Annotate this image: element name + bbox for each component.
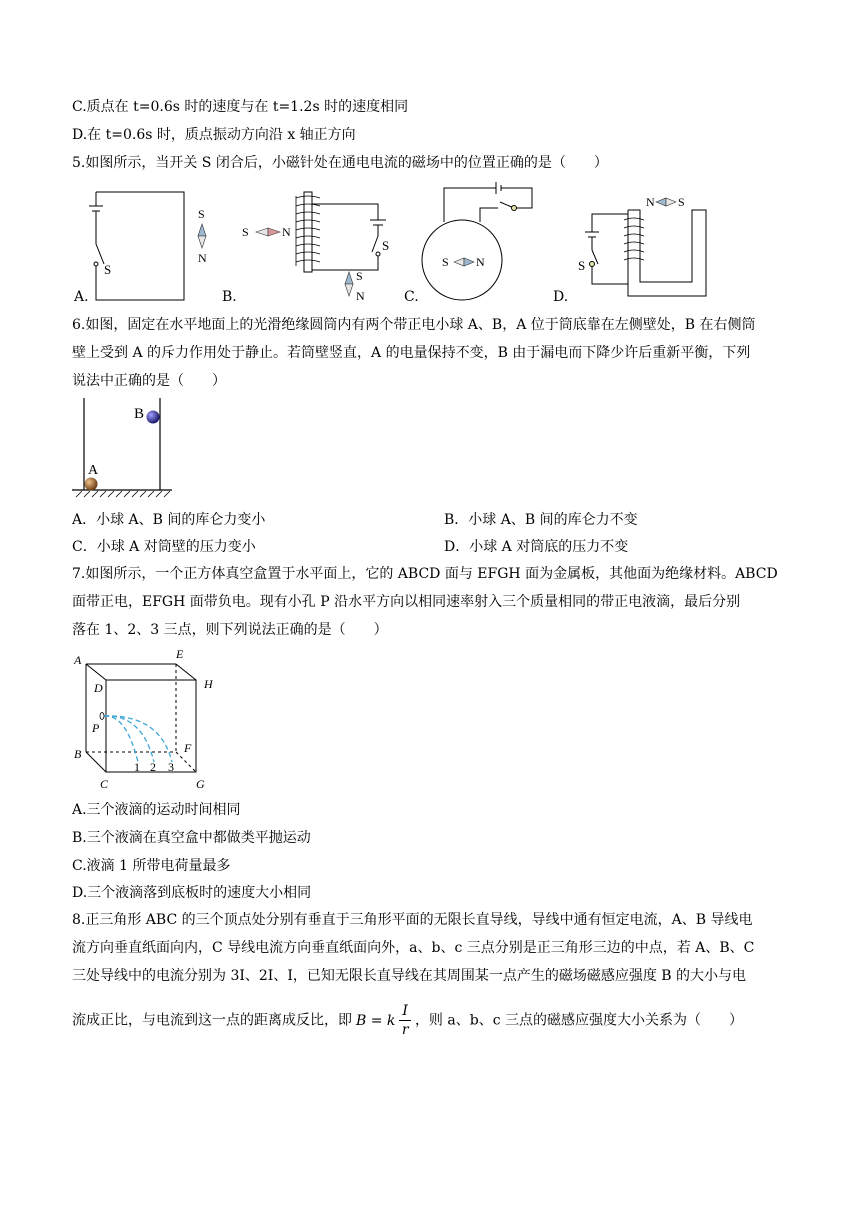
q8-line3: 三处导线中的电流分别为 3I、2I、I，已知无限长直导线在其周围某一点产生的磁场磁感应强度 B 的大小与电 (72, 968, 747, 984)
switch-label: S (104, 262, 112, 277)
ball-b-label: B (134, 406, 145, 422)
q6-option-c: C．小球 A 对筒壁的压力变小 (72, 539, 256, 555)
drop-point-3: 3 (168, 760, 174, 774)
compass-needle-icon (656, 198, 666, 206)
compass-needle-icon (256, 228, 268, 236)
q5-label-d: D. (553, 289, 569, 305)
pole-s-label: S (442, 255, 449, 269)
switch-pivot-icon (376, 252, 380, 256)
q8-line4 (72, 1002, 792, 1042)
q4-option-c: C.质点在 t=0.6s 时的速度与在 t=1.2s 时的速度相同 (72, 99, 409, 115)
q6-option-d: D．小球 A 对筒底的压力不变 (444, 539, 629, 555)
q7-stem-line1: 7.如图所示，一个正方体真空盒置于水平面上，它的 ABCD 面与 EFGH 面为金属板，其他面为绝缘材料。ABCD (72, 566, 778, 582)
cube-label-c: C (100, 777, 109, 791)
q8-line1: 8.正三角形 ABC 的三个顶点处分别有垂直于三角形平面的无限长直导线，导线中通有恒定电流，A、B 导线电 (72, 912, 753, 928)
compass-needle-icon (345, 272, 353, 284)
q8-formula-lhs: B = k (356, 1012, 396, 1029)
cube-label-e: E (176, 647, 184, 661)
switch-label: S (382, 238, 390, 253)
q5-label-b: B. (222, 289, 237, 305)
pole-s-label: S (242, 225, 249, 239)
switch-pivot-icon (94, 262, 98, 266)
q5-figure-c (410, 180, 550, 306)
drop-point-1: 1 (134, 760, 140, 774)
pole-n-label: N (282, 225, 291, 239)
pole-n-label: N (356, 289, 365, 303)
pole-n-label: N (646, 195, 655, 209)
q8-formula-num: I (399, 1002, 411, 1021)
q5-label-a: A. (74, 289, 89, 305)
cube-label-b: B (74, 747, 82, 761)
pole-n-label: N (476, 255, 485, 269)
compass-needle-icon (454, 258, 464, 266)
q8-formula-den: r (401, 1022, 409, 1038)
cube-label-g: G (196, 777, 205, 791)
ball-b-icon (147, 411, 160, 424)
pole-s-label: S (198, 207, 205, 221)
ball-a-icon (85, 478, 98, 491)
q5-figure-d (572, 192, 712, 306)
q6-options-row1 (72, 511, 792, 529)
q6-option-b: B．小球 A、B 间的库仑力不变 (444, 512, 638, 528)
cube-label-d: D (94, 681, 103, 695)
switch-label: S (578, 258, 586, 273)
q8-line2: 流方向垂直纸面向内，C 导线电流方向垂直纸面向外，a、b、c 三点分别是正三角形三边的中点，若 A、B、C (72, 940, 755, 956)
q6-stem-line3: 说法中正确的是（ ） (72, 373, 226, 389)
q5-figure-a (72, 178, 222, 306)
q8-line4-pre: 流成正比，与电流到这一点的距离成反比，即 (72, 1012, 352, 1029)
q7-stem-line3: 落在 1、2、3 三点，则下列说法正确的是（ ） (72, 622, 388, 638)
q5-label-c: C. (404, 289, 419, 305)
pole-s-label: S (356, 269, 363, 283)
q4-option-d: D.在 t=0.6s 时，质点振动方向沿 x 轴正方向 (72, 127, 356, 143)
switch-pivot-icon (590, 262, 595, 267)
q6-stem-line2: 壁上受到 A 的斥力作用处于静止。若筒壁竖直，A 的电量保持不变，B 由于漏电而下降少许后重新平衡，下列 (72, 345, 751, 361)
q8-line4-post: ，则 a、b、c 三点的磁感应强度大小关系为（ ） (414, 1012, 743, 1029)
cube-label-p: P (92, 721, 100, 735)
q5-figure-b (232, 184, 402, 306)
ball-a-label: A (88, 463, 99, 478)
cube-label-h: H (204, 677, 213, 691)
q7-option-c: C.液滴 1 所带电荷量最多 (72, 858, 231, 874)
q8-formula-fraction (399, 1002, 411, 1039)
q7-option-d: D.三个液滴落到底板时的速度大小相同 (72, 885, 312, 901)
q7-option-a: A.三个液滴的运动时间相同 (72, 802, 241, 818)
q6-stem-line1: 6.如图，固定在水平地面上的光滑绝缘圆筒内有两个带正电小球 A、B，A 位于筒底靠在左侧壁处，B 在右侧筒 (72, 317, 756, 333)
q6-option-a: A．小球 A、B 间的库仑力变小 (72, 512, 266, 528)
hole-p-icon (100, 713, 104, 720)
drop-point-2: 2 (150, 760, 156, 774)
q7-stem-line2: 面带正电，EFGH 面带负电。现有小孔 P 沿水平方向以相同速率射入三个质量相同的带正电液滴，最后分别 (72, 594, 741, 610)
switch-pivot-icon (512, 206, 517, 211)
q5-stem: 5.如图所示，当开关 S 闭合后，小磁针处在通电电流的磁场中的位置正确的是（ ） (72, 155, 608, 171)
pole-s-label: S (678, 195, 685, 209)
q7-option-b: B.三个液滴在真空盒中都做类平抛运动 (72, 830, 311, 846)
q7-cube-figure (72, 644, 232, 792)
compass-needle-icon (198, 224, 206, 236)
pole-n-label: N (198, 251, 207, 265)
q6-options-row2 (72, 538, 792, 556)
cube-label-f: F (184, 741, 192, 755)
q6-cylinder-figure (72, 396, 176, 500)
cube-label-a: A (74, 653, 82, 667)
